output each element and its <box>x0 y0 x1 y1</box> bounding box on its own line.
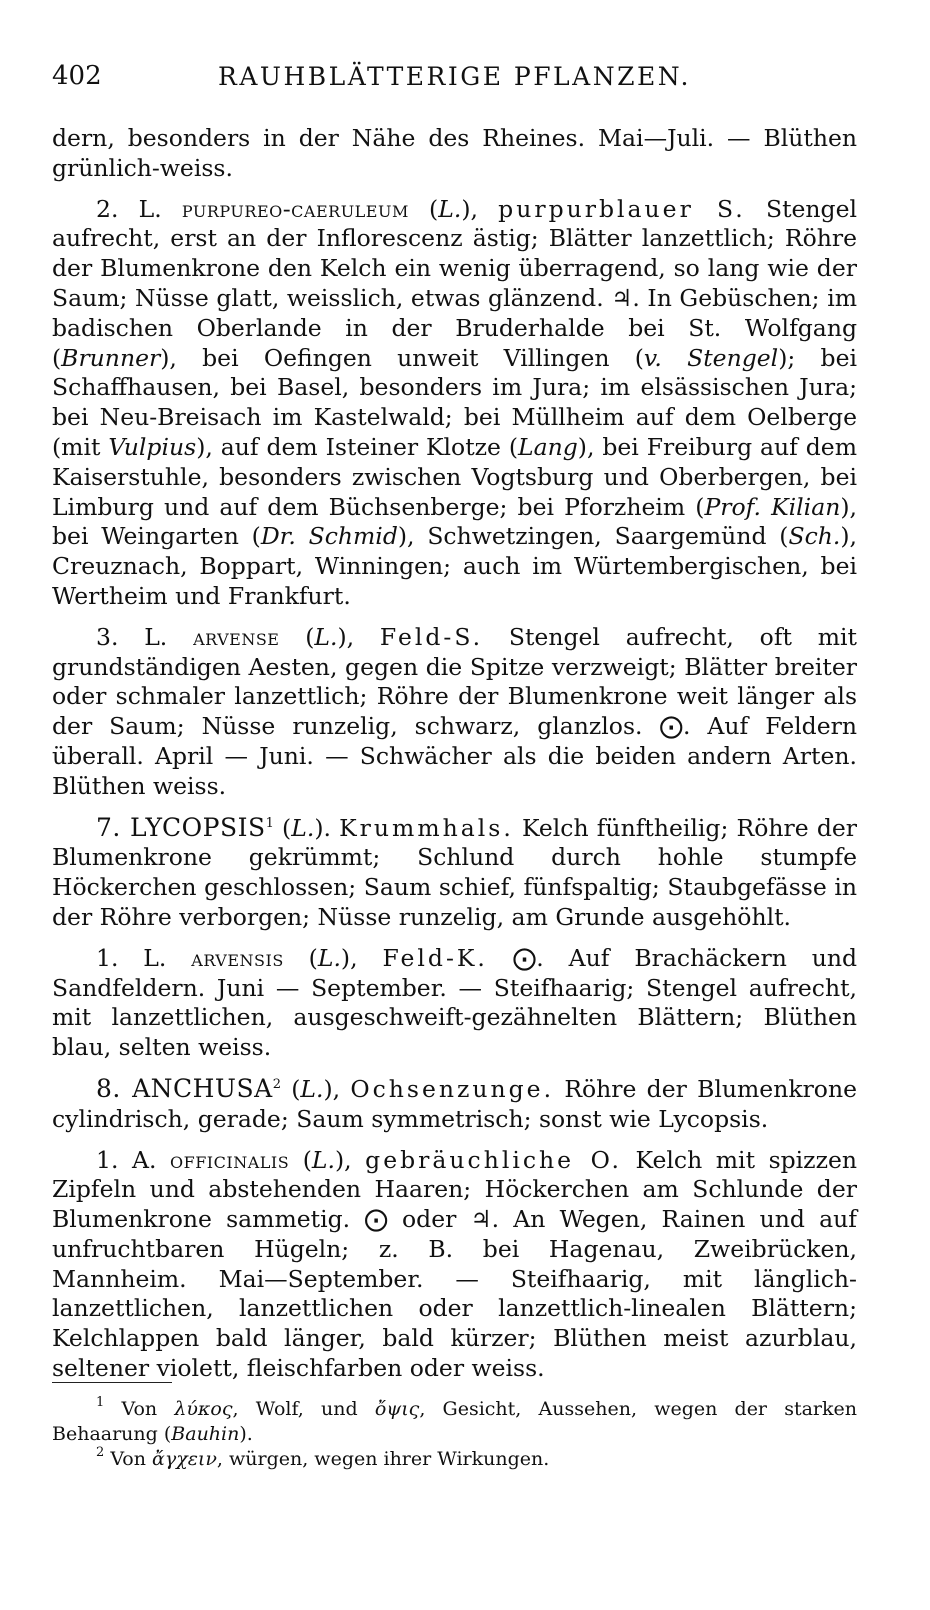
footnote-2: $^2$ Von ἄγχειν, würgen, wegen ihrer Wirkungen. <box>96 1445 550 1470</box>
species-entry-officinalis: 1. A. officinalis (L.), gebräuchliche O. Kelch mit spizzen Zipfeln und abstehenden Haaren; Höckerchen am Schlunde der Blumenkrone sammetig. ⨀ oder ♃. An Wegen, Rainen und auf unfruchtbaren Hügeln; z. B. bei Hagenau, Zweibrücken, Mannheim. Mai—September. — Steifhaarig, mit länglich-lanzettlichen, lanzettlichen oder lanzettlich-linealen Blättern; Kelchlappen bald länger, bald kürzer; Blüthen meist azurblau, seltener violett, fleischfarben oder weiss. <box>52 1145 857 1383</box>
footnotes <box>52 1397 857 1472</box>
common-name: Krummhals. <box>339 813 514 842</box>
author-abbrev: L. <box>317 943 341 972</box>
author-abbrev: L. <box>438 194 462 223</box>
genus-entry-anchusa: 8. ANCHUSA$^2$ (L.), Ochsenzunge. Röhre der Blumenkrone cylindrisch, gerade; Saum symmetrisch; sonst wie Lycopsis. <box>52 1073 857 1133</box>
species-name: arvense <box>193 622 280 651</box>
genus-heading: 8. ANCHUSA <box>96 1073 273 1103</box>
species-name: purpureo-caeruleum <box>181 194 409 223</box>
species-entry-arvensis: 1. L. arvensis (L.), Feld-K. ⨀. Auf Brachäckern und Sandfeldern. Juni — September. — Steifhaarig; Stengel aufrecht, mit lanzettlichen, ausgeschweift-gezähnelten Blättern; Blüthen blau, selten weiss. <box>52 943 858 1062</box>
common-name: purpurblauer S. <box>498 194 746 223</box>
genus-entry-lycopsis: 7. LYCOPSIS$^1$ (L.). Krummhals. Kelch fünftheilig; Röhre der Blumenkrone gekrümmt; Schlund durch hohle stumpfe Höckerchen geschlossen; Saum schief, fünfspaltig; Staubgefässe in der Röhre verborgen; Nüsse runzelig, am Grunde ausgehöhlt. <box>52 812 857 931</box>
common-name: Feld-K. <box>382 943 488 972</box>
page-number: 402 <box>52 61 102 91</box>
author-abbrev: L. <box>314 622 338 651</box>
running-title: RAUHBLÄTTERIGE PFLANZEN. <box>218 62 691 91</box>
footnote-ref: 2 <box>272 1076 281 1092</box>
species-name: officinalis <box>169 1145 290 1174</box>
species-entry-purpureo-caeruleum: 2. L. purpureo-caeruleum (L.), purpurblauer S. Stengel aufrecht, erst an der Inflorescenz ästig; Blätter lanzettlich; Röhre der Blumenkrone den Kelch ein wenig überragend, so lang wie der Saum; Nüsse glatt, weisslich, etwas glänzend. ♃. In Gebüschen; im badischen Oberlande in der Bruderhalde bei St. Wolfgang (Brunner), bei Oefingen unweit Villingen (v. Stengel); bei Schaffhausen, bei Basel, besonders im Jura; im elsässischen Jura; bei Neu-Breisach im Kastelwald; bei Müllheim auf dem Oelberge (mit Vulpius), auf dem Isteiner Klotze (Lang), bei Freiburg auf dem Kaiserstuhle, besonders zwischen Vogtsburg und Oberbergen, bei Limburg und auf dem Büchsenberge; bei Pforzheim (Prof. Kilian), bei Weingarten (Dr. Schmid), Schwetzingen, Saargemünd (Sch.), Creuznach, Boppart, Winningen; auch im Würtembergischen, bei Wertheim und Frankfurt. <box>52 194 858 610</box>
species-entry-arvense: 3. L. arvense (L.), Feld-S. Stengel aufrecht, oft mit grundständigen Aesten, gegen die Spitze verzweigt; Blätter breiter oder schmaler lanzettlich; Röhre der Blumenkrone weit länger als der Saum; Nüsse runzelig, schwarz, glanzlos. ⨀. Auf Feldern überall. April — Juni. — Schwächer als die beiden andern Arten. Blüthen weiss. <box>52 622 857 800</box>
genus-heading: 7. LYCOPSIS <box>96 812 266 842</box>
paragraph-continuation: dern, besonders in der Nähe des Rheines. Mai—Juli. — Blüthen grünlich-weiss. <box>52 124 857 182</box>
common-name: Ochsenzunge. <box>350 1074 555 1103</box>
author-abbrev: L. <box>291 813 315 842</box>
species-name: arvensis <box>191 943 284 972</box>
author-abbrev: L. <box>300 1074 324 1103</box>
main-text <box>52 124 857 1395</box>
footnote-ref: 1 <box>265 815 274 831</box>
footnote-1: $^1$ Von λύκος, Wolf, und ὄψις, Gesicht, Aussehen, wegen der starken Behaarung (Bauhin). <box>52 1395 858 1445</box>
common-name: gebräuchliche O. <box>365 1145 622 1174</box>
footnote-divider <box>52 1382 172 1383</box>
page-header <box>52 62 857 96</box>
common-name: Feld-S. <box>379 622 484 651</box>
author-abbrev: L. <box>311 1145 335 1174</box>
